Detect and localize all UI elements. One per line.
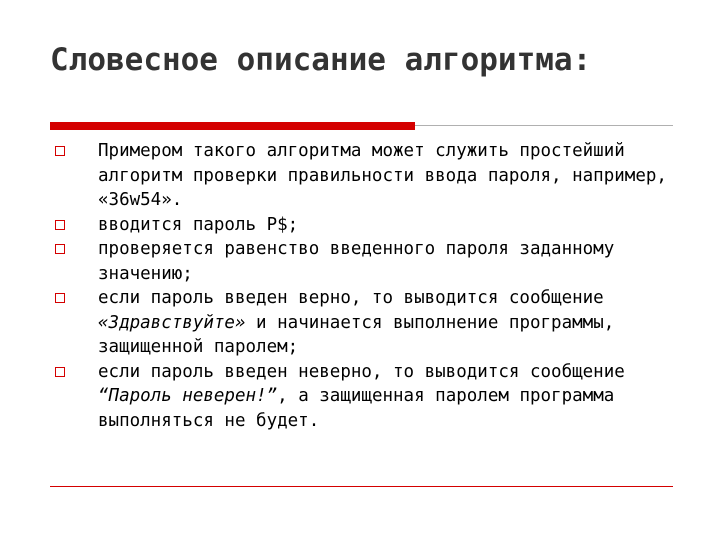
square-bullet-icon [55,220,65,230]
bullet-text: Примером такого алгоритма может служить простейший алгоритм проверки правильности ввода пароля, например, «36w54». [98,141,667,210]
bullet-item [50,237,670,286]
bullet-text: если пароль введен верно, то выводится сообщение [98,288,604,308]
square-bullet-icon [55,293,65,303]
bullet-item [50,360,670,434]
bullet-item [50,286,670,360]
bullet-text: и начинается выполнение программы, защищенной паролем; [98,312,615,357]
bullet-text: вводится пароль Р$; [98,214,299,235]
bullet-text: проверяется равенство введенного пароля заданному значению; [98,239,615,284]
title-accent-bar [50,122,415,130]
footer-divider [50,486,673,487]
bullet-item [50,139,670,213]
square-bullet-icon [55,367,65,377]
square-bullet-icon [55,244,65,254]
greeting-message: «Здравствуйте» [98,312,246,333]
bullet-item [50,213,670,238]
square-bullet-icon [55,146,65,156]
bullet-text: , а защищенная паролем программа выполняться не будет. [98,386,615,431]
bullet-list [50,139,670,433]
error-message: “Пароль неверен!” [98,386,278,406]
bullet-text: если пароль введен неверно, то выводится сообщение [98,361,625,382]
slide-title: Словесное описание алгоритма: [50,42,592,78]
